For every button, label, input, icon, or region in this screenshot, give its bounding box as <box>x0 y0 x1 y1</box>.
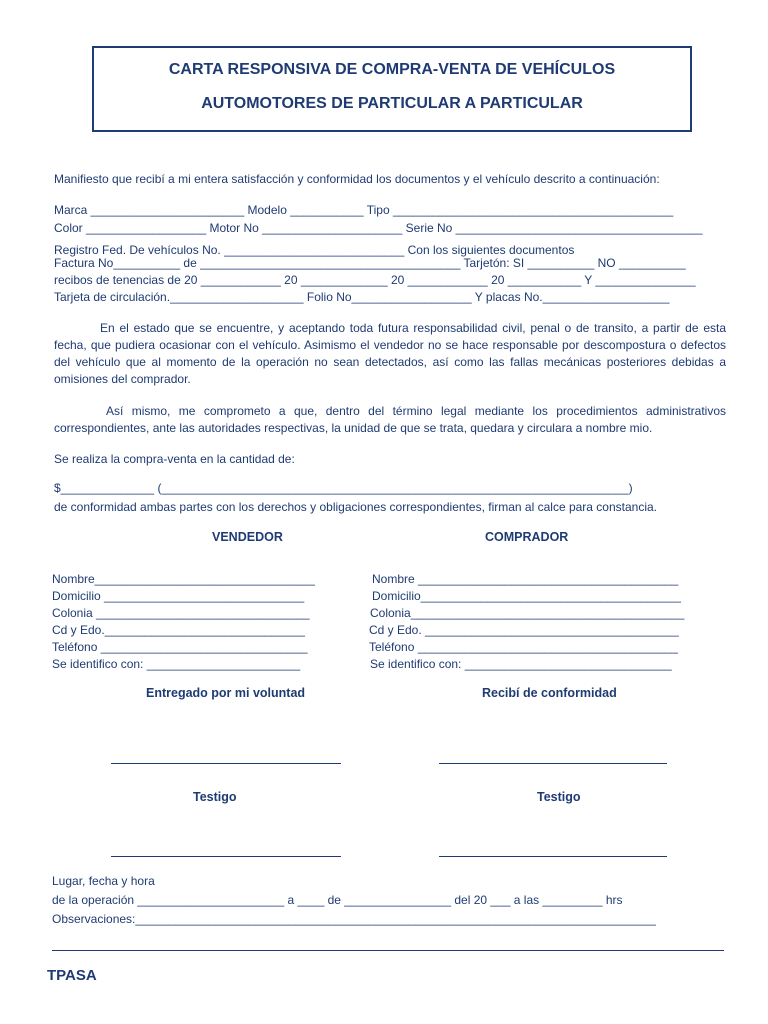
seller-signature-line[interactable] <box>111 763 341 764</box>
paragraph-responsibility-text: En el estado que se encuentre, y aceptando toda futura responsabilidad civil, penal o de transito, a partir de esta fecha, que pudiera ocasionar con el vehículo. Asimismo el vendedor no se hace responsable por descompostura o defectos del vehículo que al momento de la operación no sean detectados, así como las fallas mecánicas posteriores debidas a omisiones del comprador. <box>54 321 726 386</box>
buyer-id-field[interactable]: Se identifico con: _______________________________ <box>370 657 672 671</box>
seller-heading: VENDEDOR <box>212 530 283 544</box>
vehicle-row-color[interactable]: Color __________________ Motor No _____________________ Serie No _____________________________________ <box>54 221 703 235</box>
document-title-line-1: CARTA RESPONSIVA DE COMPRA-VENTA DE VEHÍCULOS <box>168 61 616 78</box>
buyer-signature-line[interactable] <box>439 763 667 764</box>
seller-address-field[interactable]: Domicilio ______________________________ <box>52 589 305 603</box>
seller-witness-line[interactable] <box>111 856 341 857</box>
vehicle-row-circulation[interactable]: Tarjeta de circulación.____________________ Folio No__________________ Y placas No.___________________ <box>54 290 670 304</box>
buyer-city-field[interactable]: Cd y Edo. ______________________________________ <box>369 623 679 637</box>
buyer-phone-field[interactable]: Teléfono _______________________________________ <box>369 640 678 654</box>
conformity-text: de conformidad ambas partes con los derechos y obligaciones correspondientes, firman al calce para constancia. <box>54 500 657 514</box>
place-date-label: Lugar, fecha y hora <box>52 874 155 888</box>
buyer-witness-heading: Testigo <box>537 790 581 804</box>
buyer-name-field[interactable]: Nombre _______________________________________ <box>372 572 679 586</box>
vehicle-row-invoice[interactable]: Factura No__________ de _______________________________________ Tarjetón: SI __________ NO __________ <box>54 256 686 270</box>
seller-witness-heading: Testigo <box>193 790 237 804</box>
buyer-colony-field[interactable]: Colonia_________________________________________ <box>370 606 685 620</box>
document-title-line-2: AUTOMOTORES DE PARTICULAR A PARTICULAR <box>201 95 583 112</box>
paragraph-commitment-text: Así mismo, me comprometo a que, dentro del término legal mediante los procedimientos administrativos correspondientes, ante las autoridades respectivas, la unidad de que se trata, quedara y circulara a nombre mio. <box>54 404 726 435</box>
vehicle-row-tenencias[interactable]: recibos de tenencias de 20 ____________ 20 _____________ 20 ____________ 20 ___________ Y _______________ <box>54 273 696 287</box>
paragraph-commitment <box>54 403 726 437</box>
seller-signature-heading: Entregado por mi voluntad <box>146 686 306 700</box>
seller-phone-field[interactable]: Teléfono _______________________________ <box>52 640 308 654</box>
buyer-witness-line[interactable] <box>439 856 667 857</box>
amount-label: Se realiza la compra-venta en la cantidad de: <box>54 452 295 466</box>
buyer-heading: COMPRADOR <box>485 530 569 544</box>
observations-extra-line[interactable] <box>52 950 724 951</box>
intro-text: Manifiesto que recibí a mi entera satisfacción y conformidad los documentos y el vehículo descrito a continuación: <box>54 172 660 186</box>
tpasa-logo: TPASA <box>47 967 97 984</box>
seller-city-field[interactable]: Cd y Edo.______________________________ <box>52 623 305 637</box>
amount-line[interactable]: $______________ (______________________________________________________________________) <box>54 481 633 495</box>
seller-id-field[interactable]: Se identifico con: _______________________ <box>52 657 301 671</box>
buyer-signature-heading: Recibí de conformidad <box>482 686 617 700</box>
seller-name-field[interactable]: Nombre_________________________________ <box>52 572 315 586</box>
title-box <box>92 46 692 132</box>
vehicle-row-brand[interactable]: Marca _______________________ Modelo ___________ Tipo __________________________________________ <box>54 203 674 217</box>
observations-line[interactable]: Observaciones:______________________________________________________________________________ <box>52 912 656 926</box>
buyer-address-field[interactable]: Domicilio_______________________________________ <box>372 589 681 603</box>
operation-date-line[interactable]: de la operación ______________________ a ____ de ________________ del 20 ___ a las _________ hrs <box>52 893 623 907</box>
vehicle-row-registry[interactable]: Registro Fed. De vehículos No. ___________________________ Con los siguientes documentos <box>54 243 575 257</box>
paragraph-responsibility <box>54 320 726 388</box>
seller-colony-field[interactable]: Colonia ________________________________ <box>52 606 310 620</box>
